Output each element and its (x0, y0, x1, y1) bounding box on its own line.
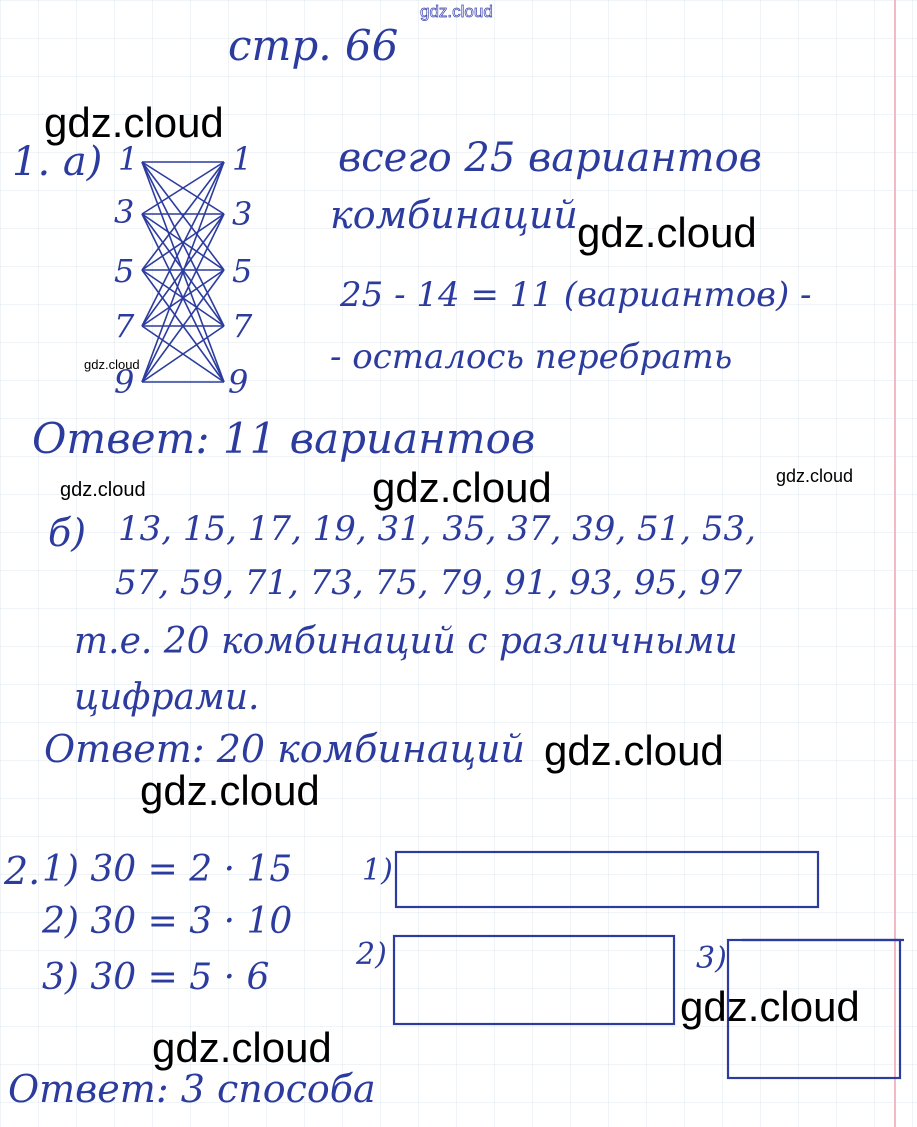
rect-label-1: 1) (362, 853, 393, 888)
task1-b-line-1: 13, 15, 17, 19, 31, 35, 37, 39, 51, 53, (118, 509, 756, 549)
task1-line-1: всего 25 вариантов (338, 135, 762, 181)
task1-label: 1. а) (12, 139, 103, 185)
page-label: стр. 66 (228, 21, 399, 70)
task1-b-label: б) (48, 511, 87, 555)
rectangle-1 (396, 852, 818, 907)
graph-right-node-1: 1 (232, 140, 253, 178)
task1-b-line-2: 57, 59, 71, 73, 75, 79, 91, 93, 95, 97 (115, 563, 743, 603)
answer-a: Ответ: 11 вариантов (32, 414, 536, 463)
watermark: gdz.cloud (680, 983, 860, 1030)
task2-item-1: 1) 30 = 2 · 15 (42, 849, 293, 890)
graph-left-node-1: 1 (118, 140, 139, 178)
task1-line-2: комбинаций (330, 193, 578, 237)
watermark-top: gdz.cloud (420, 2, 493, 21)
rectangle-2 (394, 936, 674, 1024)
graph-left-node-7: 7 (114, 307, 135, 345)
graph-left-node-9: 9 (114, 363, 135, 401)
graph-left-node-3: 3 (114, 193, 135, 231)
answer-task2: Ответ: 3 способа (8, 1067, 376, 1111)
task1-line-3: 25 - 14 = 11 (вариантов) - (340, 275, 812, 315)
watermark: gdz.cloud (577, 209, 757, 256)
watermark: gdz.cloud (44, 99, 224, 146)
watermark: gdz.cloud (544, 727, 724, 774)
watermark: gdz.cloud (372, 464, 552, 511)
combination-graph (142, 162, 224, 382)
watermark: gdz.cloud (140, 767, 320, 814)
rect-label-3: 3) (696, 941, 727, 976)
watermark: gdz.cloud (152, 1024, 332, 1071)
watermark: gdz.cloud (60, 479, 146, 501)
watermark: gdz.cloud (776, 466, 854, 486)
graph-right-node-5: 5 (232, 252, 253, 290)
task1-line-4: - осталось перебрать (330, 337, 733, 377)
rect-label-2: 2) (356, 937, 387, 972)
answer-b: Ответ: 20 комбинаций (44, 727, 526, 771)
task2-item-2: 2) 30 = 3 · 10 (42, 901, 293, 942)
task2-item-3: 3) 30 = 5 · 6 (42, 957, 270, 998)
graph-right-node-9: 9 (228, 363, 249, 401)
graph-right-node-7: 7 (232, 307, 253, 345)
task2-label: 2. (4, 849, 41, 893)
graph-left-node-5: 5 (114, 252, 135, 290)
task1-b-line-4: цифрами. (74, 677, 260, 718)
task1-b-line-3: т.е. 20 комбинаций с различными (74, 621, 738, 662)
graph-right-node-3: 3 (232, 195, 253, 233)
watermark: gdz.cloud (84, 357, 140, 372)
